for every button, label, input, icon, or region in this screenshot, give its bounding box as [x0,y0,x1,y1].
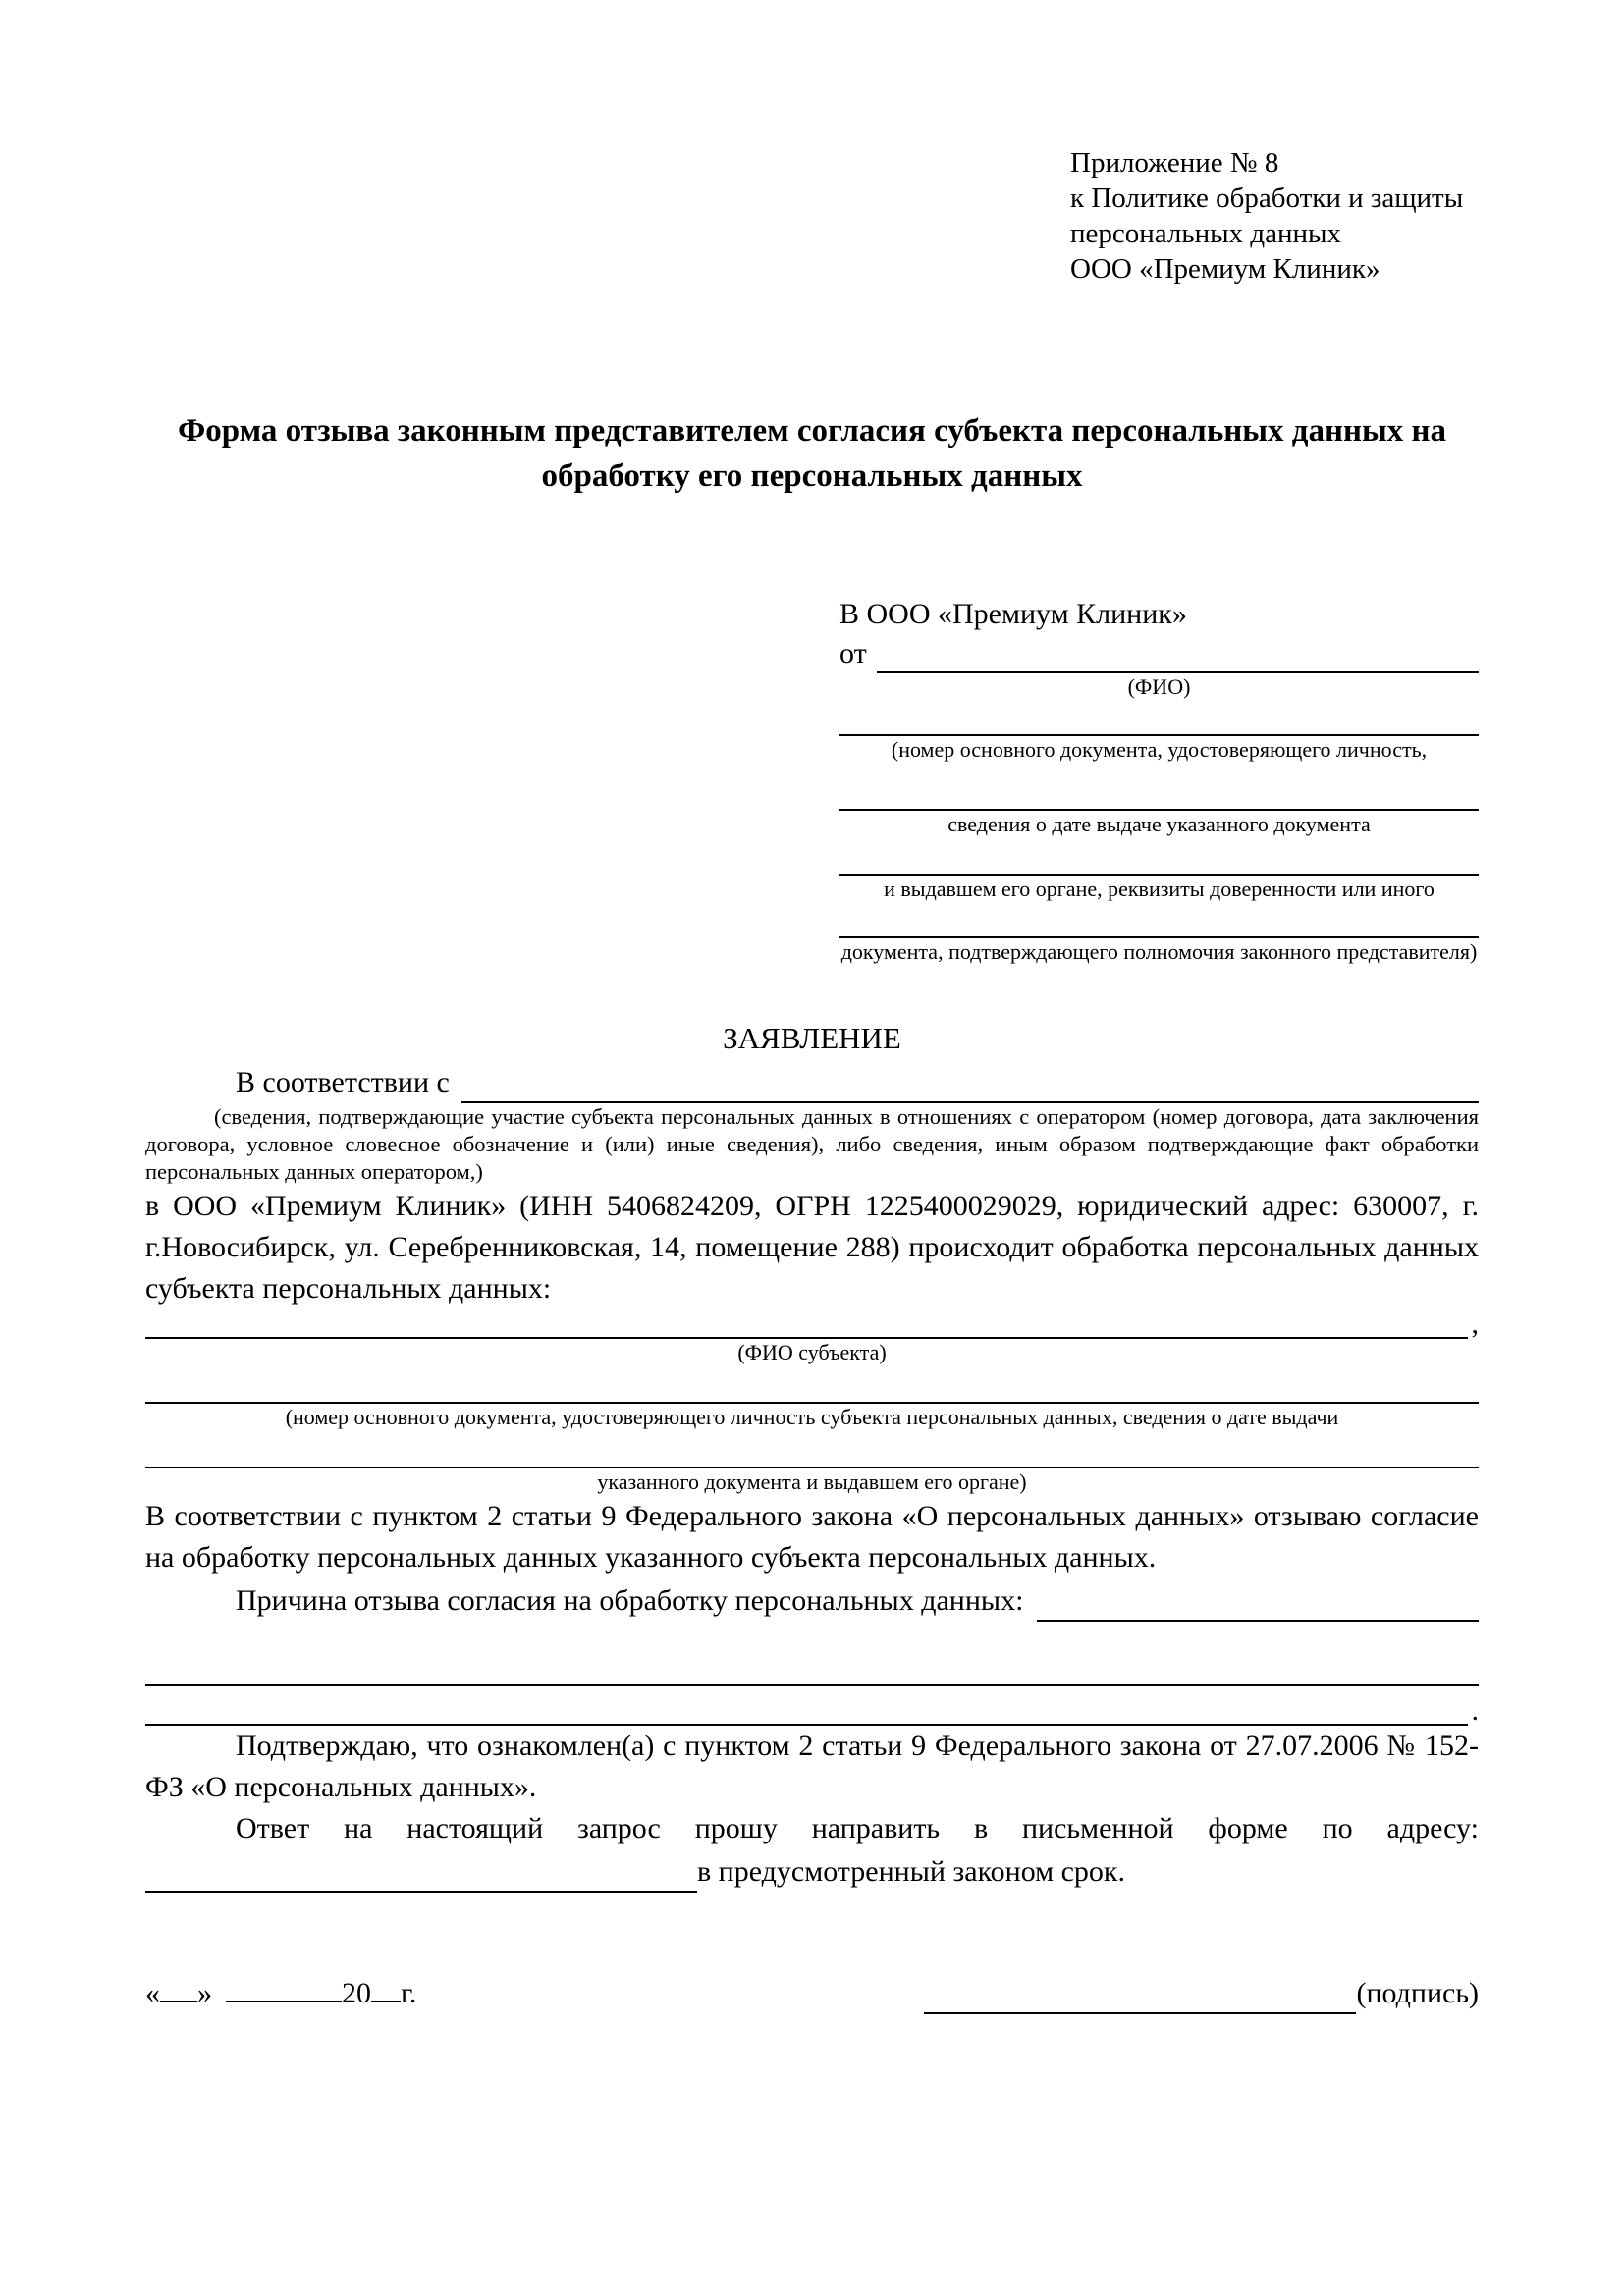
document-footer [145,1969,1479,2014]
date-close-quote: » [197,1977,212,2009]
document-title: Форма отзыва законным представителем согласия субъекта персональных данных на обработку его персональных данных [177,413,1447,494]
reason-field-line[interactable] [1037,1620,1479,1622]
header-line-1: Приложение № 8 [1070,147,1279,179]
date-day-field-line[interactable] [160,1969,197,2002]
date-month-field-line[interactable] [226,1969,342,2002]
issuing-authority-field-line[interactable] [839,838,1479,876]
field-caption-subject-doc-issue: указанного документа и выдавшем его органе) [597,1469,1027,1494]
operator-paragraph: в ООО «Премиум Клиник» (ИНН 5406824209, ОГРН 1225400029029, юридический адрес: 630007, г. г.Новосибирск, ул. Серебренниковская, 14, помещение 288) происходит обработка персональных данных субъекта персональных данных: [145,1190,1479,1305]
acknowledgement-paragraph: Подтверждаю, что ознакомлен(а) с пунктом 2 статьи 9 Федерального закона от 27.07.2006 № 152-ФЗ «О персональных данных». [145,1730,1479,1803]
response-address-row [145,1849,1479,1893]
date-block [145,1969,416,2014]
response-suffix: в предусмотренный законом срок. [697,1855,1125,1888]
reason-extra-field-line-1[interactable] [145,1684,1479,1686]
authority-doc-field-line[interactable] [839,903,1479,938]
addressee-to: В ООО «Премиум Клиник» [839,598,1187,630]
field-caption-authority: и выдавшем его органе, реквизиты доверенности или иного [884,877,1435,901]
header-line-4: ООО «Премиум Клиник» [1070,253,1380,285]
representative-doc-number-field-line[interactable] [839,701,1479,736]
header-line-3: персональных данных [1070,218,1342,249]
subject-fio-comma: , [1471,1308,1479,1340]
response-address-field-line[interactable] [145,1891,697,1893]
withdrawal-paragraph: В соответствии с пунктом 2 статьи 9 Федерального закона «О персональных данных» отзываю согласие на обработку персональных данных указанного субъекта персональных данных. [145,1500,1479,1574]
response-label: Ответ на настоящий запрос прошу направить в письменной форме по адресу: [236,1812,1479,1844]
reason-label: Причина отзыва согласия на обработку персональных данных: [236,1584,1024,1617]
addressee-block [839,595,1479,966]
document-header [1070,145,1479,287]
statement-intro-row [145,1060,1479,1103]
header-line-2: к Политике обработки и защиты [1070,183,1464,214]
signature-caption: (подпись) [1356,1977,1479,2009]
subject-doc-field-line[interactable] [145,1366,1479,1404]
reason-blank-period: . [1471,1694,1479,1727]
doc-issue-date-field-line[interactable] [839,764,1479,811]
subject-fio-row [145,1309,1479,1339]
field-caption-issue-date: сведения о дате выдаче указанного документа [947,812,1371,836]
intro-field-caption: (сведения, подтверждающие участие субъекта персональных данных в отношениях с оператором (номер договора, дата заключения договора, условное словесное обозначение и (или) иные сведения), либо сведения, иным образом подтверждающие факт обработки персональных данных оператором,) [145,1104,1479,1184]
signature-block [924,1973,1479,2014]
field-caption-doc-number: (номер основного документа, удостоверяющего личность, [891,737,1428,762]
signature-field-line[interactable] [924,1981,1356,2014]
field-caption-authority-doc: документа, подтверждающего полномочия законного представителя) [840,939,1478,964]
date-century: 20 [342,1977,371,2009]
field-caption-fio: (ФИО) [1127,674,1191,699]
reason-extra-row-1 [145,1641,1479,1686]
date-year-suffix: г. [401,1977,417,2009]
subject-doc-issue-field-line[interactable] [145,1431,1479,1468]
field-caption-subject-fio: (ФИО субъекта) [737,1340,887,1364]
field-caption-subject-doc: (номер основного документа, удостоверяющего личность субъекта персональных данных, сведения о дате выдачи [285,1405,1339,1429]
reason-extra-row-2 [145,1686,1479,1726]
addressee-from-label: от [839,637,867,669]
date-open-quote: « [145,1977,160,2009]
statement-heading: ЗАЯВЛЕНИЕ [723,1021,901,1055]
reason-row [145,1578,1479,1622]
intro-label: В соответствии с [236,1066,450,1098]
date-year-field-line[interactable] [371,1969,401,2002]
